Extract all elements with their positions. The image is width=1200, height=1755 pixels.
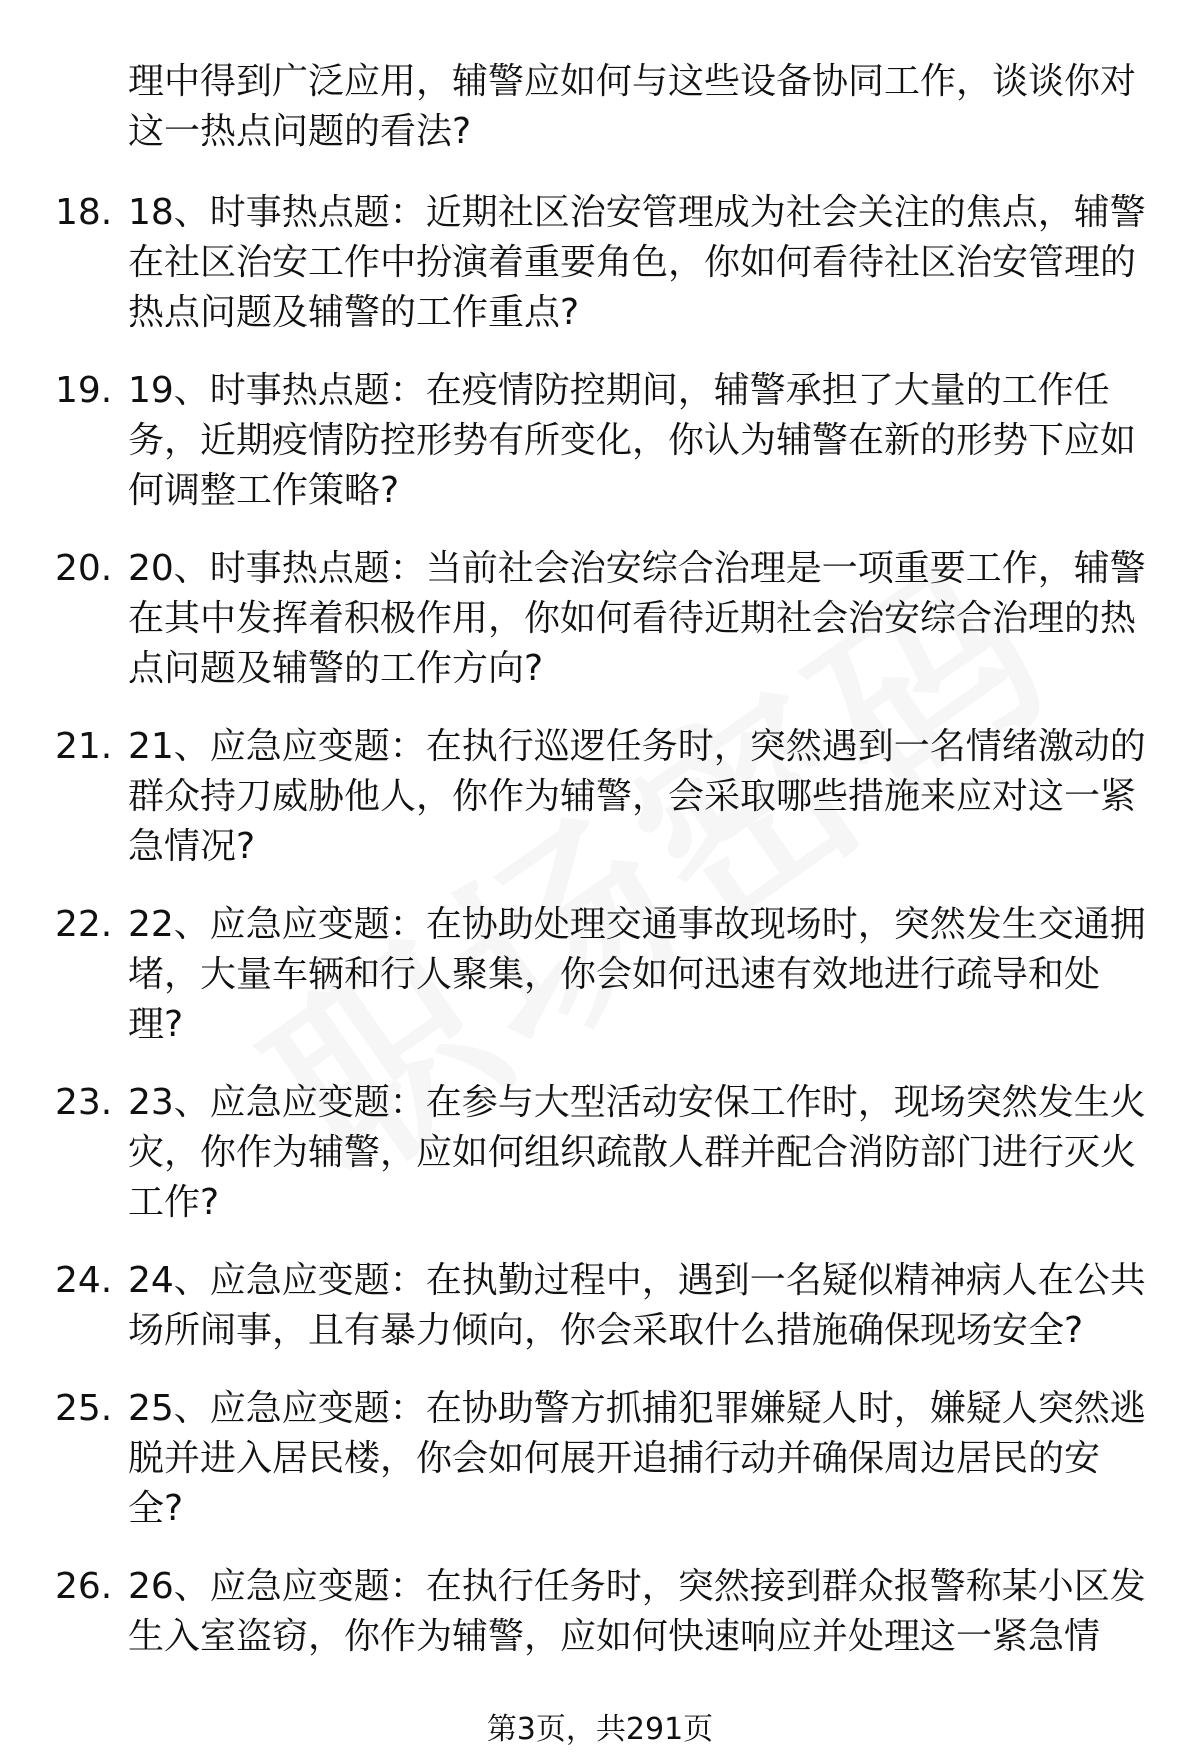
list-item: [0, 1562, 1200, 1690]
question-number: 26.: [55, 1566, 113, 1607]
question-text: 25、应急应变题：在协助警方抓捕犯罪嫌疑人时，嫌疑人突然逃脱并进入居民楼，你会如何展开追捕行动并确保周边居民的安全?: [128, 1388, 1146, 1529]
continuation-paragraph: 理中得到广泛应用，辅警应如何与这些设备协同工作，谈谈你对这一热点问题的看法?: [128, 61, 1137, 152]
page-footer: 第3页，共291页: [486, 1712, 714, 1747]
question-text: 24、应急应变题：在执勤过程中，遇到一名疑似精神病人在公共场所闹事，且有暴力倾向，你会采取什么措施确保现场安全?: [128, 1260, 1146, 1351]
list-item: [0, 366, 1200, 544]
list-item: [0, 544, 1200, 722]
question-number: 19.: [55, 370, 113, 411]
list-item: [0, 900, 1200, 1078]
list-item: [0, 1256, 1200, 1384]
question-number: 18.: [55, 192, 113, 233]
question-number: 20.: [55, 548, 113, 589]
question-text: 20、时事热点题：当前社会治安综合治理是一项重要工作，辅警在其中发挥着积极作用，你如何看待近期社会治安综合治理的热点问题及辅警的工作方向?: [128, 548, 1146, 689]
question-text: 22、应急应变题：在协助处理交通事故现场时，突然发生交通拥堵，大量车辆和行人聚集，你会如何迅速有效地进行疏导和处理?: [128, 904, 1146, 1045]
list-item: [0, 1384, 1200, 1562]
list-item: [0, 188, 1200, 366]
question-number: 22.: [55, 904, 113, 945]
question-text: 23、应急应变题：在参与大型活动安保工作时，现场突然发生火灾，你作为辅警，应如何组织疏散人群并配合消防部门进行灭火工作?: [128, 1082, 1146, 1223]
question-text: 21、应急应变题：在执行巡逻任务时，突然遇到一名情绪激动的群众持刀威胁他人，你作为辅警，会采取哪些措施来应对这一紧急情况?: [128, 726, 1146, 867]
question-number: 23.: [55, 1082, 113, 1123]
question-number: 25.: [55, 1388, 113, 1429]
question-text: 18、时事热点题：近期社区治安管理成为社会关注的焦点，辅警在社区治安工作中扮演着重要角色，你如何看待社区治安管理的热点问题及辅警的工作重点?: [128, 192, 1146, 333]
question-list: [0, 188, 1200, 1690]
question-number: 21.: [55, 726, 113, 767]
list-item: [0, 722, 1200, 900]
list-item: [0, 1078, 1200, 1256]
question-number: 24.: [55, 1260, 113, 1301]
question-text: 19、时事热点题：在疫情防控期间，辅警承担了大量的工作任务，近期疫情防控形势有所变化，你认为辅警在新的形势下应如何调整工作策略?: [128, 370, 1137, 511]
question-text: 26、应急应变题：在执行任务时，突然接到群众报警称某小区发生入室盗窃，你作为辅警，应如何快速响应并处理这一紧急情: [128, 1566, 1146, 1657]
